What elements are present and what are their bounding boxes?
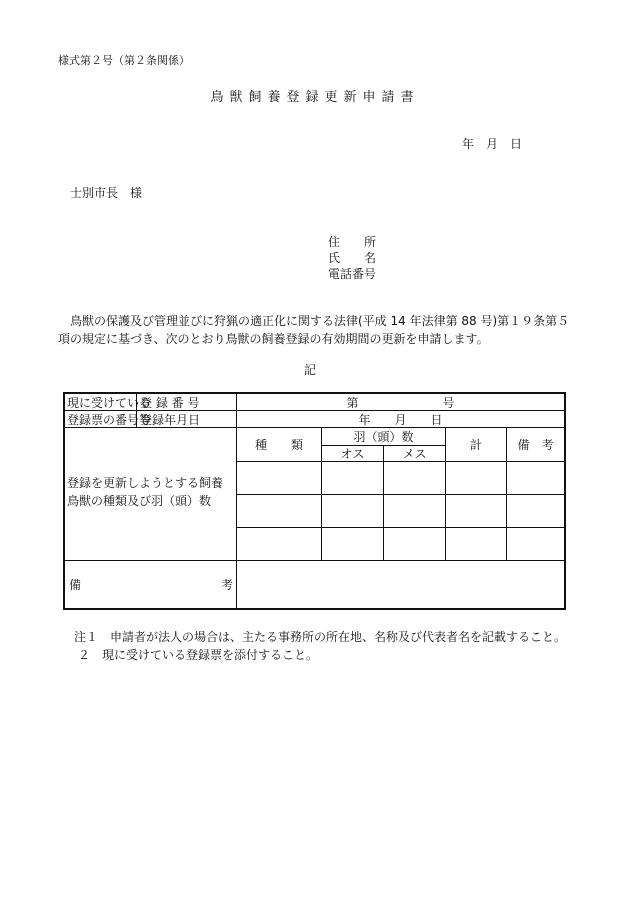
species-row-3[interactable] bbox=[237, 528, 321, 560]
reg-date-value[interactable]: 年 月 日 bbox=[358, 412, 443, 427]
reg-date-label: 登録年月日 bbox=[140, 412, 201, 427]
species-row-1[interactable] bbox=[237, 462, 321, 494]
species-label-line1: 登録を更新しようとする飼養 bbox=[67, 475, 224, 490]
species-label-line2: 鳥獣の種類及び羽（頭）数 bbox=[67, 493, 212, 508]
col-remarks-header: 備 考 bbox=[517, 438, 554, 452]
reg-number-label: 登 録 番 号 bbox=[140, 395, 200, 410]
remarks-label-right: 考 bbox=[221, 578, 234, 592]
document-title: 鳥獣飼養登録更新申請書 bbox=[210, 90, 420, 105]
form-number: 様式第２号（第２条関係） bbox=[58, 54, 190, 67]
address-label: 住 所 bbox=[328, 235, 377, 249]
addressee: 士別市長 様 bbox=[70, 186, 143, 200]
note-1: 注１ 申請者が法人の場合は、主たる事務所の所在地、名称及び代表者名を記載すること。 bbox=[74, 630, 567, 644]
phone-label: 電話番号 bbox=[328, 267, 377, 281]
date-line: 年 月 日 bbox=[462, 137, 523, 151]
col-total-header: 計 bbox=[469, 438, 482, 452]
current-cert-label-line2: 登録票の番号等 bbox=[67, 412, 152, 427]
remarks-label-left: 備 bbox=[69, 578, 82, 592]
reg-number-value[interactable]: 第 号 bbox=[346, 395, 455, 410]
col-female-header: メス bbox=[402, 447, 427, 461]
col-count-header: 羽（頭）数 bbox=[353, 430, 414, 444]
body-text: 鳥獣の保護及び管理並びに狩猟の適正化に関する法律(平成 14 年法律第 88 号)第１９条第５項の規定に基づき、次のとおり鳥獣の飼養登録の有効期間の更新を申請します。 bbox=[58, 314, 570, 346]
remarks-field[interactable] bbox=[237, 561, 564, 608]
kigo-heading: 記 bbox=[304, 363, 317, 377]
col-type-header: 種 類 bbox=[254, 438, 303, 452]
note-2: ２ 現に受けている登録票を添付すること。 bbox=[78, 648, 319, 662]
species-row-2[interactable] bbox=[237, 495, 321, 527]
col-male-header: オス bbox=[340, 447, 365, 461]
application-table bbox=[63, 392, 566, 610]
current-cert-label-line1: 現に受けている bbox=[67, 395, 152, 410]
name-label: 氏 名 bbox=[328, 251, 377, 265]
